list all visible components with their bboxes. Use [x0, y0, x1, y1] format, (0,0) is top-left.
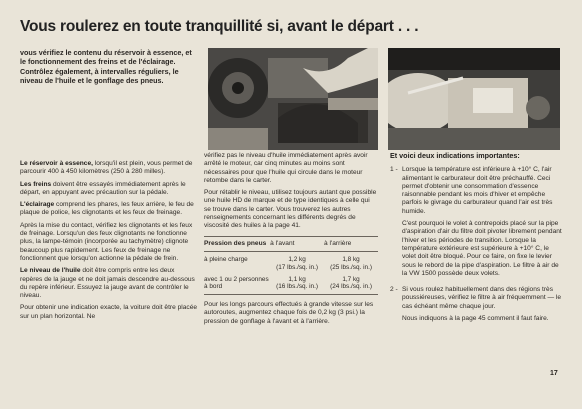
- page-title: Vous roulerez en toute tranquillité si, avant le départ . . .: [20, 18, 419, 35]
- rear-sub: (25 lbs./sq. in.): [330, 263, 372, 271]
- engine-photo: [208, 48, 378, 150]
- list-item: [390, 286, 562, 327]
- intro-text: vous vérifiez le contenu du réservoir à essence, et le fonctionnement des freins et de l'éclairage. Contrôlez également, à intervalles réguliers, le niveau de l'huile et le gonflage des pneus.: [20, 48, 192, 86]
- list-paragraph: Lorsque la température est inférieure à +10° C, l'air alimentant le carburateur doit être préchauffé. Ceci permet d'obtenir une consommation d'essence raisonnable pendant les mois d'hiver et empêche parfois le givrage du carburateur quand l'air est très humide.: [402, 166, 553, 215]
- section-heading: Et voici deux indications importantes:: [390, 151, 520, 160]
- text-oil-level: doit être compris entre les deux repères de la jauge et ne doit jamais descendre au-dessous du repère inférieur. Essuyez la jauge avant de contrôler le niveau.: [20, 267, 195, 300]
- table-row: [204, 272, 378, 295]
- list-marker: 2 -: [390, 286, 398, 294]
- column-middle: [204, 152, 378, 330]
- row-label: à pleine charge: [204, 255, 248, 263]
- front-sub: (17 lbs./sq. in.): [276, 263, 319, 271]
- text-lighting: comprend les phares, les feux arrière, le feu de plaque de police, les clignotants et les feux de freinage.: [20, 201, 194, 217]
- list-item: [390, 166, 562, 282]
- paragraph-lighting: [20, 201, 198, 218]
- paragraph-oil-level: [20, 267, 198, 300]
- tire-pressure-table: [204, 236, 378, 295]
- paragraph-oil-check: [20, 304, 198, 321]
- table-header-label: Pression des pneus: [204, 236, 270, 251]
- row-rear: [324, 272, 378, 295]
- paragraph-oil-wait: vérifiez pas le niveau d'huile immédiatement après avoir arrêté le moteur, car cinq minutes au moins sont nécessaires pour que l'huile qui circule dans le moteur retombe dans le carter.: [204, 152, 368, 184]
- row-front: [270, 251, 324, 271]
- table-row: [204, 251, 378, 271]
- lead-brakes: Les freins: [20, 180, 52, 188]
- list-item-text: [402, 286, 562, 327]
- front-sub: (16 lbs./sq. in.): [276, 283, 319, 291]
- front-value: 1,1 kg: [288, 275, 306, 283]
- row-rear: [324, 251, 378, 271]
- paragraph-oil-type: Pour rétablir le niveau, utilisez toujours autant que possible une huile HD de marque et de type identiques à celle qui se trouve dans le carter. Vous trouverez les autres renseignements concernant les différents degrés de viscosité des huiles à la page 41.: [204, 189, 377, 230]
- table-header-row: [204, 236, 378, 251]
- row-label: avec 1 ou 2 personnes à bord: [204, 272, 270, 295]
- air-filter-photo: [388, 48, 560, 150]
- list-paragraph: C'est pourquoi le volet à contrepoids placé sur la pipe d'aspiration d'air du filtre doit pivoter librement pendant l'hiver et les périodes de transition. Lorsque la température extérieure est supérieure à +10° C, le volet doit être bloqué. Pour ce faire, on fixe le levier sous le rebord de la pipe d'aspiration. Le filtre à air de la VW 1500 possède deux volets.: [402, 220, 562, 277]
- list-paragraph: Si vous roulez habituellement dans des régions très poussiéreuses, vérifiez le filtre à air fréquemment — le cas échéant même chaque jour.: [402, 286, 562, 310]
- list-paragraph: Nous indiquons à la page 45 comment il faut faire.: [402, 315, 549, 323]
- rear-sub: (24 lbs./sq. in.): [330, 283, 372, 291]
- text-fuel: lorsqu'il est plein, vous permet de parcourir 400 à 450 kilomètres (250 à 280 milles).: [20, 160, 193, 176]
- column-right: [390, 152, 562, 331]
- front-value: 1,2 kg: [288, 255, 306, 263]
- list-item-text: [402, 166, 562, 282]
- rear-value: 1,7 kg: [342, 275, 360, 283]
- text-brakes: doivent être essayés immédiatement après le départ, en appuyant avec précaution sur la pédale.: [20, 180, 186, 196]
- paragraph-fuel: [20, 160, 198, 177]
- rear-value: 1,8 kg: [342, 255, 360, 263]
- lead-lighting: L'éclairage: [20, 201, 55, 209]
- text-indicators: Après la mise du contact, vérifiez les clignotants et les feux de freinage. Lorsqu'un des feux clignotants ne fonctionne plus, la lampe-témoin (incorporée au tachymètre) clignote beaucoup plus rapidement. Les feux de freinage ne fonctionnent que lorsqu'on actionne la pédale de frein.: [20, 221, 193, 262]
- list-marker: 1 -: [390, 166, 398, 174]
- air-filter-photo-icon: [388, 48, 560, 150]
- row-front: [270, 272, 324, 295]
- page-number: 17: [550, 370, 558, 377]
- lead-fuel: Le réservoir à essence,: [20, 160, 93, 167]
- paragraph-indicators: [20, 222, 198, 263]
- text-oil-check: Pour obtenir une indication exacte, la voiture doit être placée sur un plan horizontal. Ne: [20, 304, 198, 320]
- table-header-front: à l'avant: [270, 236, 324, 251]
- engine-photo-icon: [208, 48, 378, 150]
- lead-oil-level: Le niveau de l'huile: [20, 267, 81, 275]
- table-header-rear: à l'arrière: [324, 236, 378, 251]
- column-left: [20, 160, 198, 325]
- paragraph-brakes: [20, 181, 198, 198]
- paragraph-highway: Pour les longs parcours effectués à grande vitesse sur les autoroutes, augmentez chaque fois de 0,2 kg (3 psi.) la pression de gonflage à l'avant et à l'arrière.: [204, 301, 374, 325]
